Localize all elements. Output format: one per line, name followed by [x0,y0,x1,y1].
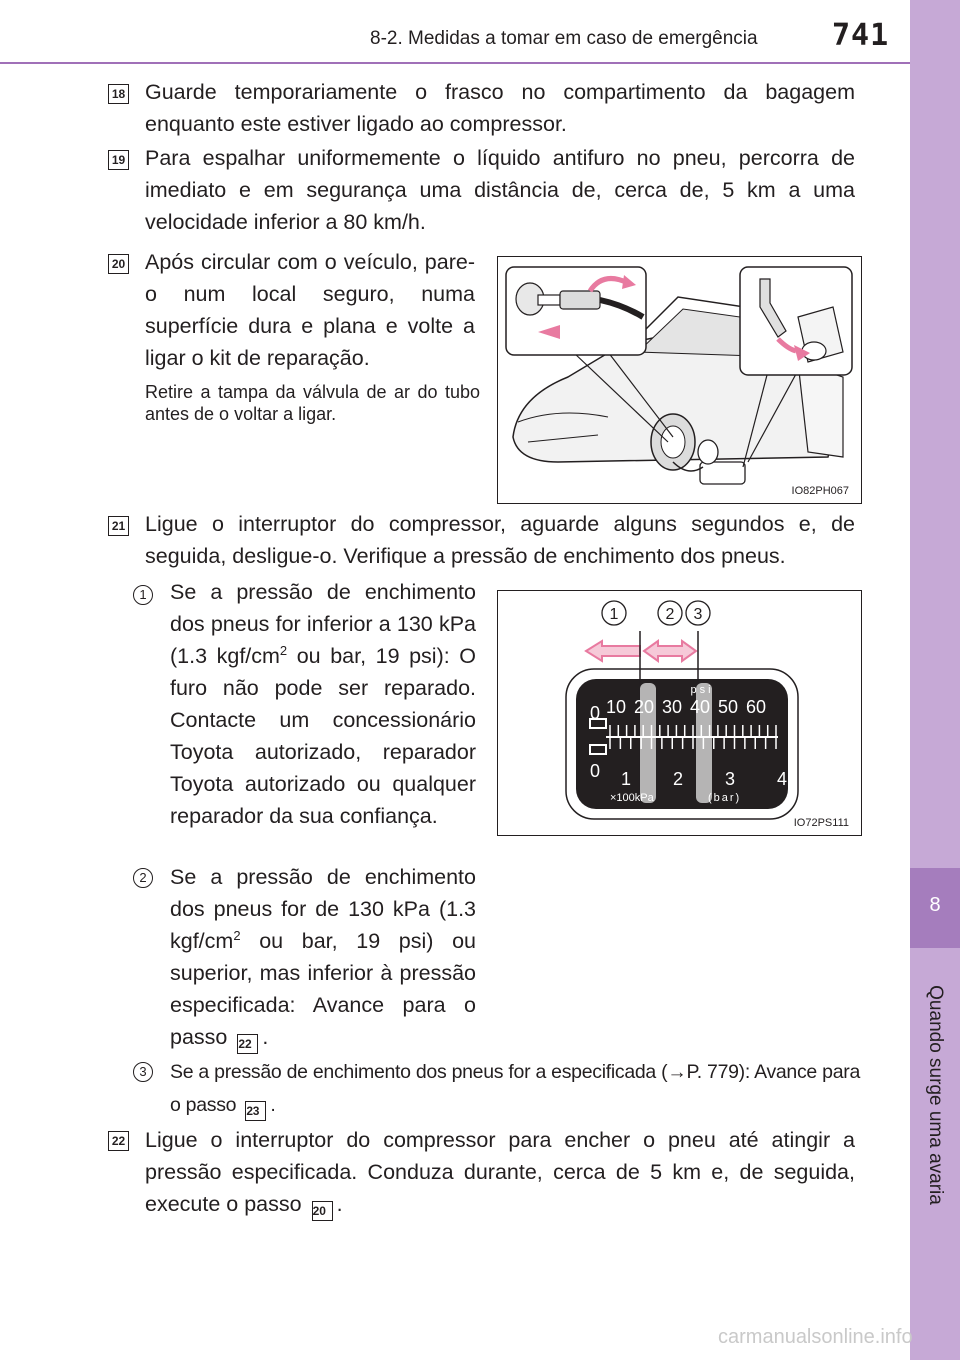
item-3-text: Se a pressão de enchimento dos pneus for a especificada (→P. 779): Avance para o passo 23 . [170,1056,860,1122]
pressure-gauge-illustration [498,591,860,834]
step-badge-21: 21 [108,516,129,536]
psi-tick-label: 40 [689,697,711,717]
step-badge-22: 22 [108,1131,129,1151]
header-title: 8-2. Medidas a tomar em caso de emergência [370,28,758,49]
step-19-text: Para espalhar uniformemente o líquido antifuro no pneu, percorra de imediato e em segurança uma distância de, cerca de, 5 km a uma velocidade inferior a 80 km/h. [145,146,855,234]
step-ref-23[interactable]: 23 [245,1101,266,1121]
step-badge-19: 19 [108,150,129,170]
arrow-symbol: → [667,1061,687,1083]
psi-tick-label: 60 [745,697,767,717]
bar-tick-label: 0 [589,761,601,781]
step-ref-20[interactable]: 20 [312,1201,333,1221]
step-badge-20: 20 [108,254,129,274]
step-21-text: Ligue o interruptor do compressor, aguarde alguns segundos e, de seguida, desligue-o. Verifique a pressão de enchimento dos pneus. [145,512,855,568]
left-arrow [586,641,640,661]
item-1-text: Se a pressão de enchimento dos pneus for inferior a 130 kPa (1.3 kgf/$cm^2$ ou bar, 19 psi): O furo não pode ser reparado. Contacte um concessionário Toyota autorizado, reparador Toyota autorizado ou qualquer reparador da sua confiança. [170,580,476,828]
bar-unit: (bar) [708,792,742,804]
gauge-marker-3: 3 [693,606,703,623]
item-number-2: 2 [133,868,153,888]
step-ref-22[interactable]: 22 [237,1034,258,1054]
step-20-text: Após circular com o veículo, pare-o num local seguro, numa superfície dura e plana e volte a ligar o kit de reparação. [145,250,475,370]
kpa-unit: ×100kPa [610,792,654,804]
chapter-title: Quando surge uma avaria [925,985,946,1205]
step-20-note: Retire a tampa da válvula de ar do tubo antes de o voltar a ligar. [145,382,480,424]
page-number: 741 [832,18,890,53]
item-2-text: Se a pressão de enchimento dos pneus for de 130 kPa (1.3 kgf/$cm^2$ ou bar, 19 psi) ou superior, mas inferior à pressão especificada: Avance para o passo 22 . [170,861,476,1053]
psi-unit: psi [690,684,714,696]
item-number-1: 1 [133,585,153,605]
figure-code-gauge: IO72PS111 [793,817,849,829]
step-18-text: Guarde temporariamente o frasco no compartimento da bagagem enquanto este estiver ligado ao compressor. [145,80,855,136]
step-22-text: Ligue o interruptor do compressor para encher o pneu até atingir a pressão especificada. Conduza durante, cerca de 5 km e, de seguida, execute o passo 20 . [145,1124,855,1220]
car-illustration [498,257,860,502]
header-rule [0,62,910,64]
item-number-3: 3 [133,1062,153,1082]
psi-tick-label: 10 [605,697,627,717]
figure-code-car: IO82PH067 [791,485,849,497]
figure-car-repair-kit [497,256,862,504]
gauge-marker-2: 2 [665,606,675,623]
psi-tick-label: 0 [589,703,601,723]
psi-tick-label: 50 [717,697,739,717]
psi-tick-label: 20 [633,697,655,717]
step-badge-18: 18 [108,84,129,104]
bar-tick-label: 2 [672,769,684,789]
chapter-number: 8 [929,894,941,916]
bar-tick-label: 4 [776,769,788,789]
gauge-marker-1: 1 [609,606,619,623]
psi-tick-label: 30 [661,697,683,717]
watermark: carmanualsonline.info [718,1326,913,1348]
bar-tick-label: 1 [620,769,632,789]
bar-tick-label: 3 [724,769,736,789]
double-arrow [644,641,696,661]
figure-pressure-gauge [497,590,862,836]
